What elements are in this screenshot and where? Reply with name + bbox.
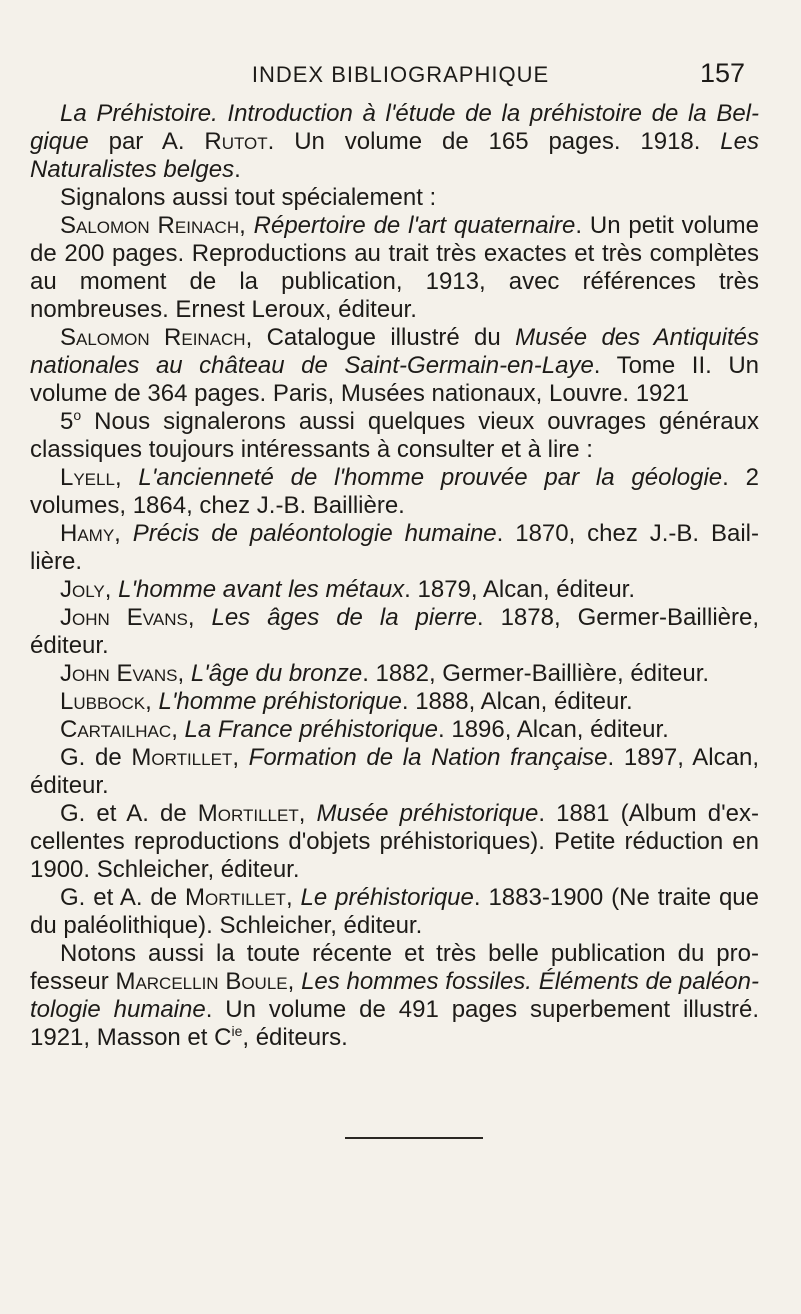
author-name: John Evans (60, 660, 178, 687)
entry-text: , Catalogue illustré du (245, 324, 516, 351)
title-text: Le préhistorique (300, 884, 474, 911)
title-text: Précis de paléontologie humaine (132, 520, 497, 547)
author-name: Hamy (60, 520, 115, 547)
entry-text: . 1878, Germer-Baillière, éditeur. (30, 604, 759, 659)
bib-entry (30, 520, 759, 576)
entry-text: . 1896, Alcan, éditeur. (438, 716, 669, 743)
entry-text: , (285, 884, 301, 911)
page-header (56, 58, 745, 98)
author-name: Joly (60, 576, 105, 603)
bib-entry (30, 604, 759, 660)
entry-text: , (187, 604, 212, 631)
bib-entry (30, 688, 759, 716)
title-text: Les âges de la pierre (211, 604, 477, 631)
title-text: L'âge du bronze (190, 660, 363, 687)
author-name: Marcellin Boule (115, 968, 288, 995)
author-name: Rutot (204, 128, 268, 155)
entry-text: Notons aussi la toute récente et très belle publication du professeur (30, 940, 759, 995)
author-name: Salomon Reinach (60, 324, 246, 351)
bib-entry (30, 324, 759, 408)
entry-text: ie (231, 1023, 243, 1039)
bib-entry (30, 100, 759, 184)
entry-text: Nous signalerons aussi quelques vieux ouvrages généraux classiques toujours intéressants à consulter et à lire : (30, 408, 759, 463)
entry-text: , (114, 520, 133, 547)
author-name: Lubbock (60, 688, 146, 715)
bib-entry (30, 884, 759, 940)
bib-entry (30, 184, 759, 212)
page-number: 157 (699, 58, 745, 88)
entry-text: 5 (60, 408, 74, 435)
entry-text: G. de (60, 744, 132, 771)
bib-entry (30, 716, 759, 744)
closing-rule (345, 1137, 483, 1139)
entry-text: . Un volume de 491 pages superbement illustré. 1921, Masson et C (30, 996, 760, 1051)
bib-entry (30, 660, 759, 688)
title-text: L'homme préhistorique (158, 688, 402, 715)
bib-entry (30, 464, 759, 520)
author-name: Mortillet (197, 800, 299, 827)
entry-text: , (171, 716, 185, 743)
entry-text: , (239, 212, 254, 239)
entry-text: Signalons aussi tout spécialement : (60, 184, 437, 211)
bibliography-text (30, 100, 759, 1052)
bib-entry (30, 408, 759, 464)
bib-entry (30, 940, 759, 1052)
title-text: Formation de la Nation française (248, 744, 608, 771)
title-text: L'homme avant les métaux (118, 576, 405, 603)
entry-text: . 1897, Alcan, éditeur. (30, 744, 759, 799)
title-text: Musée des Antiquités nationales au château de Saint-Germain-en-Laye (30, 324, 759, 379)
running-head: INDEX BIBLIOGRAPHIQUE (251, 62, 550, 87)
entry-text: , éditeurs. (242, 1024, 348, 1051)
entry-text: . Un petit volume de 200 pages. Reproductions au trait très exactes et très complètes au moment de la publication, 1913, avec références très nombreuses. Ernest Leroux, éditeur. (30, 212, 760, 323)
entry-text: . 1881 (Album d'excellentes reproductions d'objets préhistoriques). Petite réduction en 1900. Schleicher, éditeur. (30, 800, 760, 883)
author-name: John Evans (60, 604, 188, 631)
entry-text: . (234, 156, 241, 183)
title-text: Les Naturalistes belges (30, 128, 759, 183)
entry-text: , (104, 576, 119, 603)
title-text: Répertoire de l'art quaternaire (253, 212, 576, 239)
entry-text: . Tome II. Un volume de 364 pages. Paris, Musées nationaux, Louvre. 1921 (30, 352, 759, 407)
entry-text: . 1879, Alcan, éditeur. (404, 576, 636, 603)
entry-text: , (114, 464, 139, 491)
bib-entry (30, 744, 759, 800)
entry-text: par A. (88, 128, 205, 155)
author-name: Cartailhac (60, 716, 172, 743)
author-name: Mortillet (185, 884, 286, 911)
title-text: Musée préhistorique (316, 800, 539, 827)
entry-text: , (145, 688, 159, 715)
entry-text: G. et A. de (60, 884, 186, 911)
author-name: Salomon Reinach (60, 212, 240, 239)
author-name: Mortillet (131, 744, 233, 771)
entry-text: . Un volume de 165 pages. 1918. (267, 128, 721, 155)
entry-text: . 1870, chez J.-B. Baillière. (30, 520, 760, 575)
entry-text: . 1888, Alcan, éditeur. (401, 688, 633, 715)
title-text: Les hommes fossiles. Éléments de paléontologie humaine (30, 968, 759, 1023)
author-name: Lyell (60, 464, 115, 491)
title-text: La Préhistoire. Introduction à l'étude de la préhistoire de la Belgique (30, 100, 759, 155)
entry-text: , (177, 660, 191, 687)
bib-entry (30, 800, 759, 884)
title-text: L'ancienneté de l'homme prouvée par la géologie (138, 464, 723, 491)
entry-text: , (287, 968, 302, 995)
entry-text: , (232, 744, 249, 771)
entry-text: , (298, 800, 317, 827)
entry-text: . 1883-1900 (Ne traite que du paléolithique). Schleicher, éditeur. (30, 884, 760, 939)
entry-text: G. et A. de (60, 800, 198, 827)
entry-text: . 2 volumes, 1864, chez J.-B. Baillière. (30, 464, 759, 519)
entry-text: . 1882, Germer-Baillière, éditeur. (362, 660, 710, 687)
title-text: La France préhistorique (184, 716, 439, 743)
bib-entry (30, 576, 759, 604)
bib-entry (30, 212, 759, 324)
entry-text: o (73, 407, 82, 423)
